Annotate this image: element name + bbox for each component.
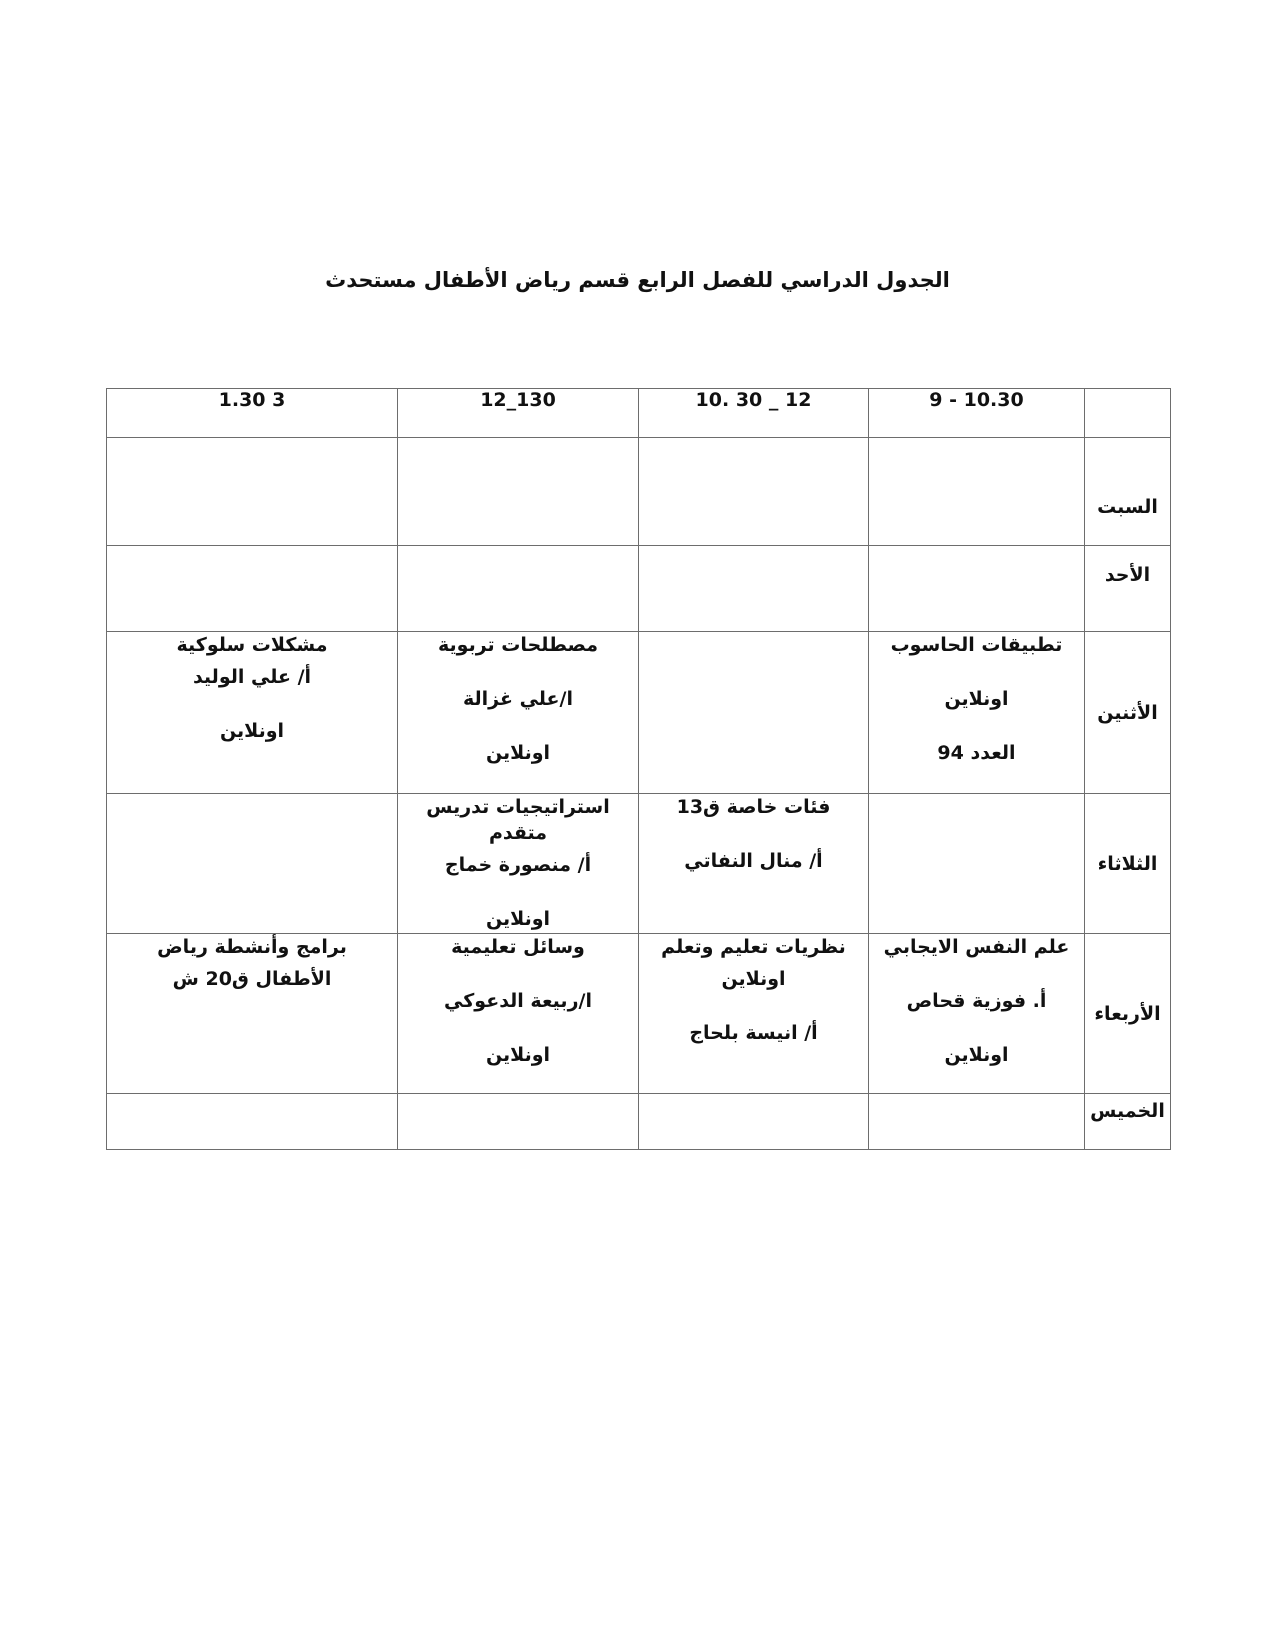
room-label: العدد 94 — [937, 742, 1016, 764]
course-name: نظريات تعليم وتعلم — [661, 936, 846, 958]
cell-monday-slot2 — [639, 632, 869, 794]
mode-label: اونلاين — [485, 908, 551, 930]
row-wednesday — [107, 934, 1171, 1094]
row-thursday — [107, 1094, 1171, 1150]
day-thursday: الخميس — [1085, 1094, 1171, 1150]
cell-saturday-slot4 — [107, 438, 398, 546]
cell-thursday-slot2 — [639, 1094, 869, 1150]
instructor-name: أ/ انيسة بلحاج — [689, 1022, 818, 1044]
cell-tuesday-slot1 — [869, 794, 1085, 934]
instructor-name: ا/علي غزالة — [463, 688, 573, 710]
cell-tuesday-slot2 — [639, 794, 869, 934]
instructor-name: أ/ علي الوليد — [192, 666, 312, 688]
time-slot-4: 1.30 3 — [107, 389, 398, 438]
day-tuesday: الثلاثاء — [1085, 794, 1171, 934]
day-sunday: الأحد — [1085, 546, 1171, 632]
cell-thursday-slot1 — [869, 1094, 1085, 1150]
instructor-name: ا/ربيعة الدعوكي — [444, 990, 592, 1012]
mode-label: اونلاين — [721, 968, 786, 990]
course-name: استراتيجيات تدريس متقدم — [426, 796, 610, 844]
course-name: برامج وأنشطة رياض — [157, 936, 347, 958]
course-name: مصطلحات تربوية — [438, 634, 598, 656]
cell-wednesday-slot2 — [639, 934, 869, 1094]
cell-saturday-slot3 — [398, 438, 639, 546]
day-monday: الأثنين — [1085, 632, 1171, 794]
course-room: الأطفال ق20 ش — [172, 968, 332, 990]
header-corner-cell — [1085, 389, 1171, 438]
time-slot-1: 9 - 10.30 — [869, 389, 1085, 438]
mode-label: اونلاين — [219, 720, 285, 742]
course-name: علم النفس الايجابي — [883, 936, 1070, 958]
cell-saturday-slot1 — [869, 438, 1085, 546]
instructor-name: أ/ منال النفاتي — [684, 850, 823, 872]
schedule-table — [106, 388, 1171, 1150]
course-name: وسائل تعليمية — [451, 936, 585, 958]
mode-label: اونلاين — [944, 688, 1009, 710]
cell-sunday-slot4 — [107, 546, 398, 632]
instructor-name: أ/ منصورة خماج — [444, 854, 592, 876]
cell-thursday-slot4 — [107, 1094, 398, 1150]
page-title: الجدول الدراسي للفصل الرابع قسم رياض الأطفال مستحدث — [325, 268, 950, 292]
row-monday — [107, 632, 1171, 794]
cell-wednesday-slot4 — [107, 934, 398, 1094]
cell-saturday-slot2 — [639, 438, 869, 546]
cell-tuesday-slot4 — [107, 794, 398, 934]
header-row — [107, 389, 1171, 438]
row-sunday — [107, 546, 1171, 632]
mode-label: اونلاين — [944, 1044, 1009, 1066]
cell-thursday-slot3 — [398, 1094, 639, 1150]
cell-sunday-slot3 — [398, 546, 639, 632]
cell-wednesday-slot3 — [398, 934, 639, 1094]
instructor-name: أ. فوزية قحاص — [906, 990, 1047, 1012]
course-name: تطبيقات الحاسوب — [890, 634, 1063, 656]
row-tuesday — [107, 794, 1171, 934]
cell-monday-slot4 — [107, 632, 398, 794]
cell-sunday-slot1 — [869, 546, 1085, 632]
day-saturday: السبت — [1085, 438, 1171, 546]
cell-sunday-slot2 — [639, 546, 869, 632]
cell-monday-slot1 — [869, 632, 1085, 794]
course-name: فئات خاصة ق13 — [676, 796, 831, 818]
time-slot-2: 10. 30 _ 12 — [639, 389, 869, 438]
mode-label: اونلاين — [485, 1044, 551, 1066]
mode-label: اونلاين — [485, 742, 551, 764]
row-saturday — [107, 438, 1171, 546]
course-name: مشكلات سلوكية — [176, 634, 328, 656]
cell-wednesday-slot1 — [869, 934, 1085, 1094]
time-slot-3: 12_130 — [398, 389, 639, 438]
day-wednesday: الأربعاء — [1085, 934, 1171, 1094]
cell-tuesday-slot3 — [398, 794, 639, 934]
cell-monday-slot3 — [398, 632, 639, 794]
